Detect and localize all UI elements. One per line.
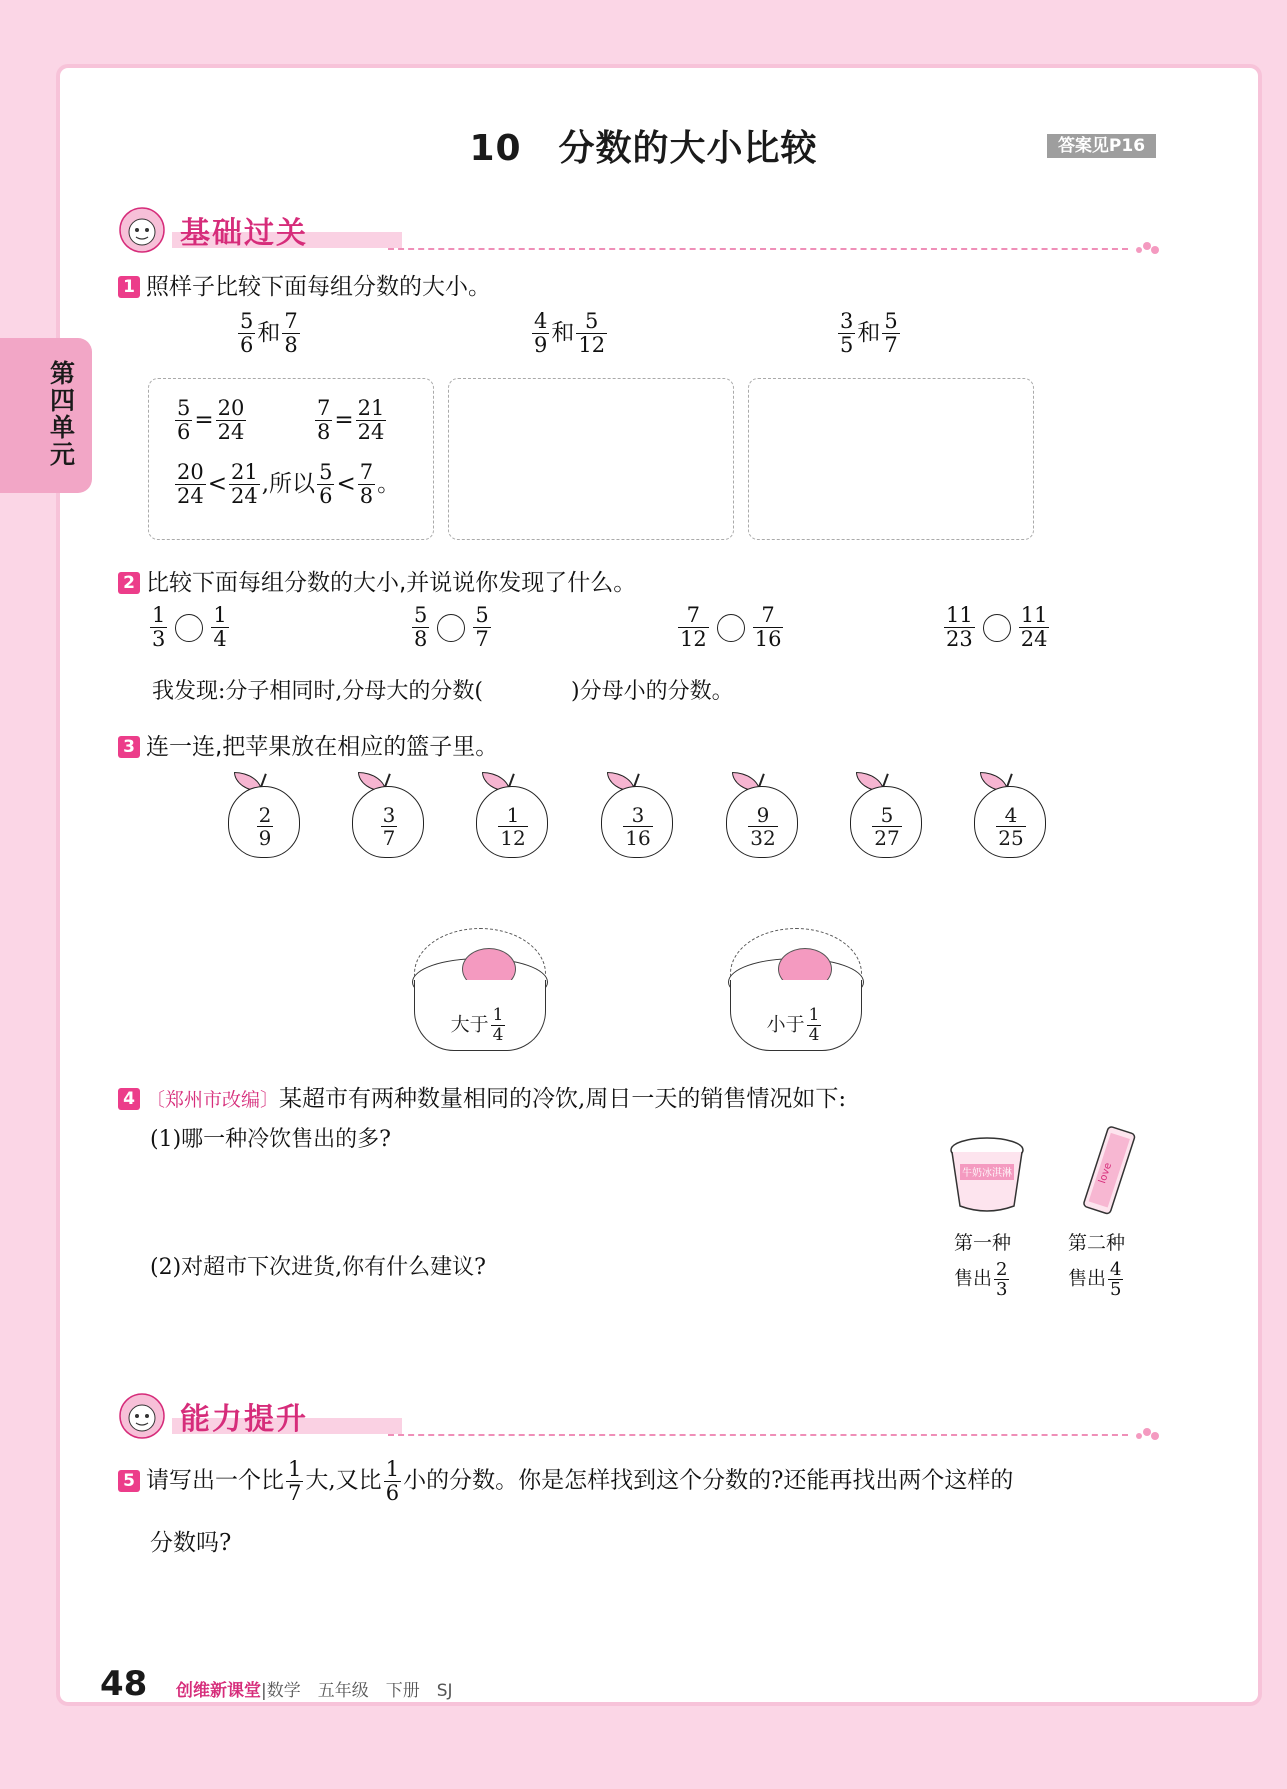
question-1	[118, 268, 491, 301]
dots-icon	[1134, 1426, 1160, 1442]
question-number: 5	[118, 1470, 140, 1492]
question-5-cont: 分数吗?	[150, 1530, 232, 1556]
basket-label: 小于 $\frac{1}{4}$	[766, 1005, 820, 1045]
question-text: 照样子比较下面每组分数的大小。	[146, 274, 491, 300]
question-number: 1	[118, 276, 140, 298]
compare-circle[interactable]	[437, 614, 465, 642]
compare-circle[interactable]	[717, 614, 745, 642]
and-label: 和	[257, 320, 281, 346]
apple-4[interactable]: $\frac{3}{16}$	[599, 772, 673, 862]
basket-less[interactable]	[720, 928, 870, 1054]
footer-text	[176, 1676, 453, 1701]
q1-pair-2	[530, 310, 609, 357]
fraction: $\frac{5}{12}$	[578, 309, 606, 357]
q2-compare-1: $\frac{1}{3}$ $\frac{1}{4}$	[152, 603, 227, 651]
and-label: 和	[857, 320, 881, 346]
apple-1[interactable]: $\frac{2}{9}$	[226, 772, 300, 862]
example-box	[148, 378, 434, 540]
fraction: $\frac{7}{8}$	[284, 309, 298, 357]
svg-text:love: love	[1097, 1161, 1115, 1185]
section-title: 能力提升	[180, 1402, 308, 1437]
section-title: 基础过关	[180, 216, 308, 251]
question-3	[118, 728, 498, 761]
item-1-sold: 售出 $\frac{2}{3}$	[954, 1259, 1008, 1300]
question-number: 4	[118, 1088, 140, 1110]
apple-6[interactable]: $\frac{5}{27}$	[848, 772, 922, 862]
section-divider	[388, 1434, 1128, 1436]
ice-cream-cup-icon	[946, 1134, 1028, 1218]
finding-prefix: 我发现:分子相同时,分母大的分数(	[152, 679, 483, 704]
fraction: $\frac{3}{5}$	[840, 309, 854, 357]
question-text: 比较下面每组分数的大小,并说说你发现了什么。	[146, 570, 637, 596]
answer-box-2[interactable]	[448, 378, 734, 540]
q2-compare-2: $\frac{5}{8}$ $\frac{5}{7}$	[414, 603, 489, 651]
fraction: $\frac{5}{6}$	[240, 309, 254, 357]
section-header-basic	[118, 202, 1158, 258]
question-text: 连一连,把苹果放在相应的篮子里。	[146, 734, 499, 760]
basket-label: 大于 $\frac{1}{4}$	[450, 1005, 504, 1045]
fraction: $\frac{5}{7}$	[884, 309, 898, 357]
q1-pair-1	[236, 310, 302, 357]
example-line-2: $\frac{20}{24}$ < $\frac{21}{24}$ ,所以 $\frac{5}{6}$ < $\frac{7}{8}$ 。	[177, 460, 401, 508]
question-text: 某超市有两种数量相同的冷饮,周日一天的销售情况如下:	[279, 1086, 847, 1112]
apple-5[interactable]: $\frac{9}{32}$	[724, 772, 798, 862]
basket-greater[interactable]	[404, 928, 554, 1054]
item-2-name: 第二种	[1068, 1232, 1126, 1254]
answer-reference: 答案见P16	[1047, 134, 1156, 158]
question-2	[118, 564, 636, 597]
question-source: 〔郑州市改编〕	[146, 1089, 280, 1111]
footer-brand: 创维新课堂	[176, 1681, 261, 1701]
page-number: 48	[100, 1664, 148, 1704]
compare-circle[interactable]	[175, 614, 203, 642]
apple-7[interactable]: $\frac{4}{25}$	[972, 772, 1046, 862]
svg-text:牛奶冰淇淋: 牛奶冰淇淋	[962, 1168, 1012, 1179]
ice-pop-icon	[1078, 1124, 1138, 1224]
question-number: 2	[118, 572, 140, 594]
page-title: 10 分数的大小比较	[469, 128, 818, 169]
example-line-1: $\frac{5}{6}$ = $\frac{20}{24}$	[177, 396, 245, 444]
item-2-sold: 售出 $\frac{4}{5}$	[1068, 1259, 1122, 1300]
q1-pair-3	[836, 310, 902, 357]
footer-info: |数学 五年级 下册 SJ	[261, 1681, 453, 1701]
section-header-advanced	[118, 1388, 1158, 1444]
apple-2[interactable]: $\frac{3}{7}$	[350, 772, 424, 862]
unit-tab-label: 第四单元	[50, 359, 76, 469]
question-4	[118, 1080, 846, 1113]
q4-sub-1: (1)哪一种冷饮售出的多?	[150, 1127, 391, 1152]
fraction: $\frac{4}{9}$	[534, 309, 548, 357]
q4-sub-2: (2)对超市下次进货,你有什么建议?	[150, 1255, 486, 1280]
q2-finding	[152, 674, 734, 705]
section-divider	[388, 248, 1128, 250]
item-1-name: 第一种	[954, 1232, 1012, 1254]
compare-circle[interactable]	[983, 614, 1011, 642]
and-label: 和	[551, 320, 575, 346]
q2-compare-4: $\frac{11}{23}$ $\frac{11}{24}$	[946, 603, 1048, 651]
q2-compare-3: $\frac{7}{12}$ $\frac{7}{16}$	[680, 603, 782, 651]
apple-3[interactable]: $\frac{1}{12}$	[474, 772, 548, 862]
example-line-1b: $\frac{7}{8}$ = $\frac{21}{24}$	[317, 396, 385, 444]
answer-box-3[interactable]	[748, 378, 1034, 540]
question-number: 3	[118, 736, 140, 758]
mascot-icon	[118, 206, 166, 254]
mascot-icon	[118, 1392, 166, 1440]
finding-suffix: )分母小的分数。	[571, 679, 734, 704]
unit-tab	[0, 338, 92, 493]
dots-icon	[1134, 240, 1160, 256]
question-5: 5 请写出一个比 $\frac{1}{7}$ 大,又比 $\frac{1}{6}$ 小的分数。你是怎样找到这个分数的?还能再找出两个这样的	[118, 1458, 1013, 1505]
